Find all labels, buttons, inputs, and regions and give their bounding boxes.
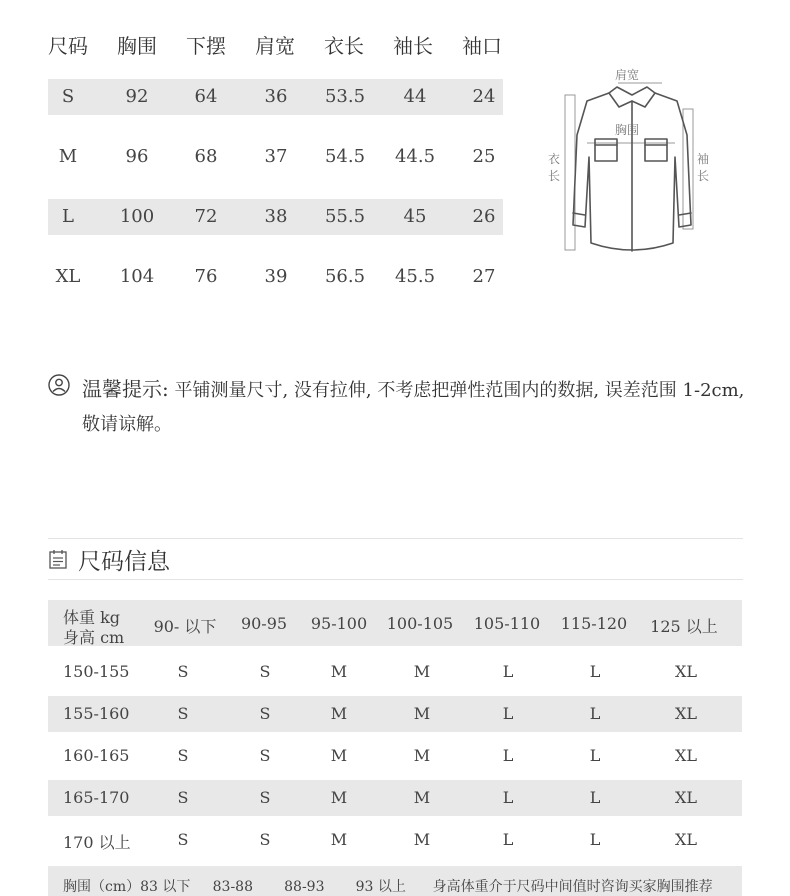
table-cell: S	[61, 86, 75, 107]
notice-title: 温馨提示:	[82, 377, 169, 401]
table-cell: 36	[264, 86, 288, 107]
table-cell: 24	[472, 86, 496, 107]
height-cell: 160-165	[63, 746, 130, 765]
size-cell: S	[177, 830, 189, 849]
height-cell: 170 以上	[63, 833, 131, 852]
size-cell: M	[330, 830, 348, 849]
weight-header: 105-110	[473, 614, 541, 633]
table-cell: 100	[119, 206, 155, 227]
size-cell: L	[589, 830, 601, 849]
size-cell: M	[413, 830, 431, 849]
header-chest: 胸围	[117, 34, 157, 58]
corner-weight: 体重 kg	[63, 608, 121, 627]
shirt-diagram	[545, 65, 720, 260]
notice-line-2: 敬请谅解。	[82, 414, 172, 435]
size-cell: M	[330, 704, 348, 723]
size-cell: S	[177, 704, 189, 723]
header-shoulder: 肩宽	[255, 34, 295, 58]
divider	[48, 579, 743, 580]
size-cell: XL	[674, 746, 697, 765]
table-cell: 64	[194, 86, 218, 107]
label-sleeve-1: 袖	[697, 152, 710, 166]
size-cell: S	[259, 746, 271, 765]
table-cell: 96	[125, 146, 149, 167]
size-cell: S	[259, 704, 271, 723]
table-cell: 54.5	[324, 146, 366, 167]
label-length-2: 长	[548, 169, 561, 183]
size-cell: L	[502, 788, 514, 807]
table-cell: 72	[194, 206, 218, 227]
size-cell: S	[259, 788, 271, 807]
size-cell: L	[502, 704, 514, 723]
table-cell: 44.5	[394, 146, 436, 167]
size-cell: L	[589, 788, 601, 807]
row-band	[48, 696, 742, 732]
section-title: 尺码信息	[78, 549, 170, 575]
table-cell: 45	[403, 206, 427, 227]
size-cell: M	[413, 788, 431, 807]
size-cell: M	[330, 746, 348, 765]
size-cell: XL	[674, 788, 697, 807]
row-band	[48, 780, 742, 816]
header-hem: 下摆	[186, 34, 226, 58]
table-cell: 25	[472, 146, 496, 167]
weight-header: 115-120	[560, 614, 628, 633]
size-cell: L	[502, 746, 514, 765]
label-sleeve-2: 长	[697, 169, 710, 183]
size-cell: M	[413, 704, 431, 723]
size-cell: XL	[674, 704, 697, 723]
table-cell: 37	[264, 146, 288, 167]
weight-header: 90-95	[240, 614, 288, 633]
size-cell: S	[259, 662, 271, 681]
header-length: 衣长	[324, 34, 364, 58]
weight-header: 90- 以下	[153, 617, 217, 636]
corner-height: 身高 cm	[63, 628, 125, 647]
size-cell: M	[413, 662, 431, 681]
table-cell: 45.5	[394, 266, 436, 287]
size-cell: L	[589, 704, 601, 723]
table-cell: 56.5	[324, 266, 366, 287]
header-size: 尺码	[48, 34, 88, 58]
table-cell: 76	[194, 266, 218, 287]
table-cell: 26	[472, 206, 496, 227]
table-cell: 68	[194, 146, 218, 167]
size-cell: XL	[674, 830, 697, 849]
label-shoulder: 肩宽	[615, 68, 640, 82]
user-icon	[48, 374, 70, 396]
label-chest: 胸围	[615, 123, 640, 137]
weight-header: 125 以上	[650, 617, 718, 636]
divider	[48, 538, 743, 539]
size-cell: L	[502, 662, 514, 681]
size-cell: L	[589, 746, 601, 765]
header-cuff: 袖口	[462, 34, 502, 58]
weight-header: 95-100	[310, 614, 368, 633]
document-icon	[49, 549, 67, 569]
weight-header: 100-105	[386, 614, 454, 633]
height-cell: 165-170	[63, 788, 130, 807]
table-cell: 104	[119, 266, 155, 287]
size-cell: S	[259, 830, 271, 849]
size-cell: M	[330, 788, 348, 807]
header-sleeve: 袖长	[393, 34, 433, 58]
table-cell: L	[62, 206, 74, 227]
table-cell: 53.5	[324, 86, 366, 107]
size-cell: M	[413, 746, 431, 765]
label-length-1: 衣	[548, 152, 561, 166]
size-cell: S	[177, 746, 189, 765]
size-cell: S	[177, 788, 189, 807]
height-cell: 150-155	[63, 662, 130, 681]
size-cell: L	[502, 830, 514, 849]
table-cell: M	[58, 146, 78, 167]
table-cell: XL	[55, 266, 81, 287]
table-cell: 39	[264, 266, 288, 287]
table-cell: 27	[472, 266, 496, 287]
table-cell: 44	[403, 86, 427, 107]
table-cell: 55.5	[324, 206, 366, 227]
table-cell: 38	[264, 206, 288, 227]
size-cell: XL	[674, 662, 697, 681]
size-cell: M	[330, 662, 348, 681]
size-cell: L	[589, 662, 601, 681]
notice-line-1: 平铺测量尺寸, 没有拉伸, 不考虑把弹性范围内的数据, 误差范围 1-2cm,	[174, 380, 745, 401]
notice-text	[82, 372, 762, 442]
size-cell: S	[177, 662, 189, 681]
height-cell: 155-160	[63, 704, 130, 723]
bottom-note	[63, 876, 733, 885]
table-cell: 92	[125, 86, 149, 107]
